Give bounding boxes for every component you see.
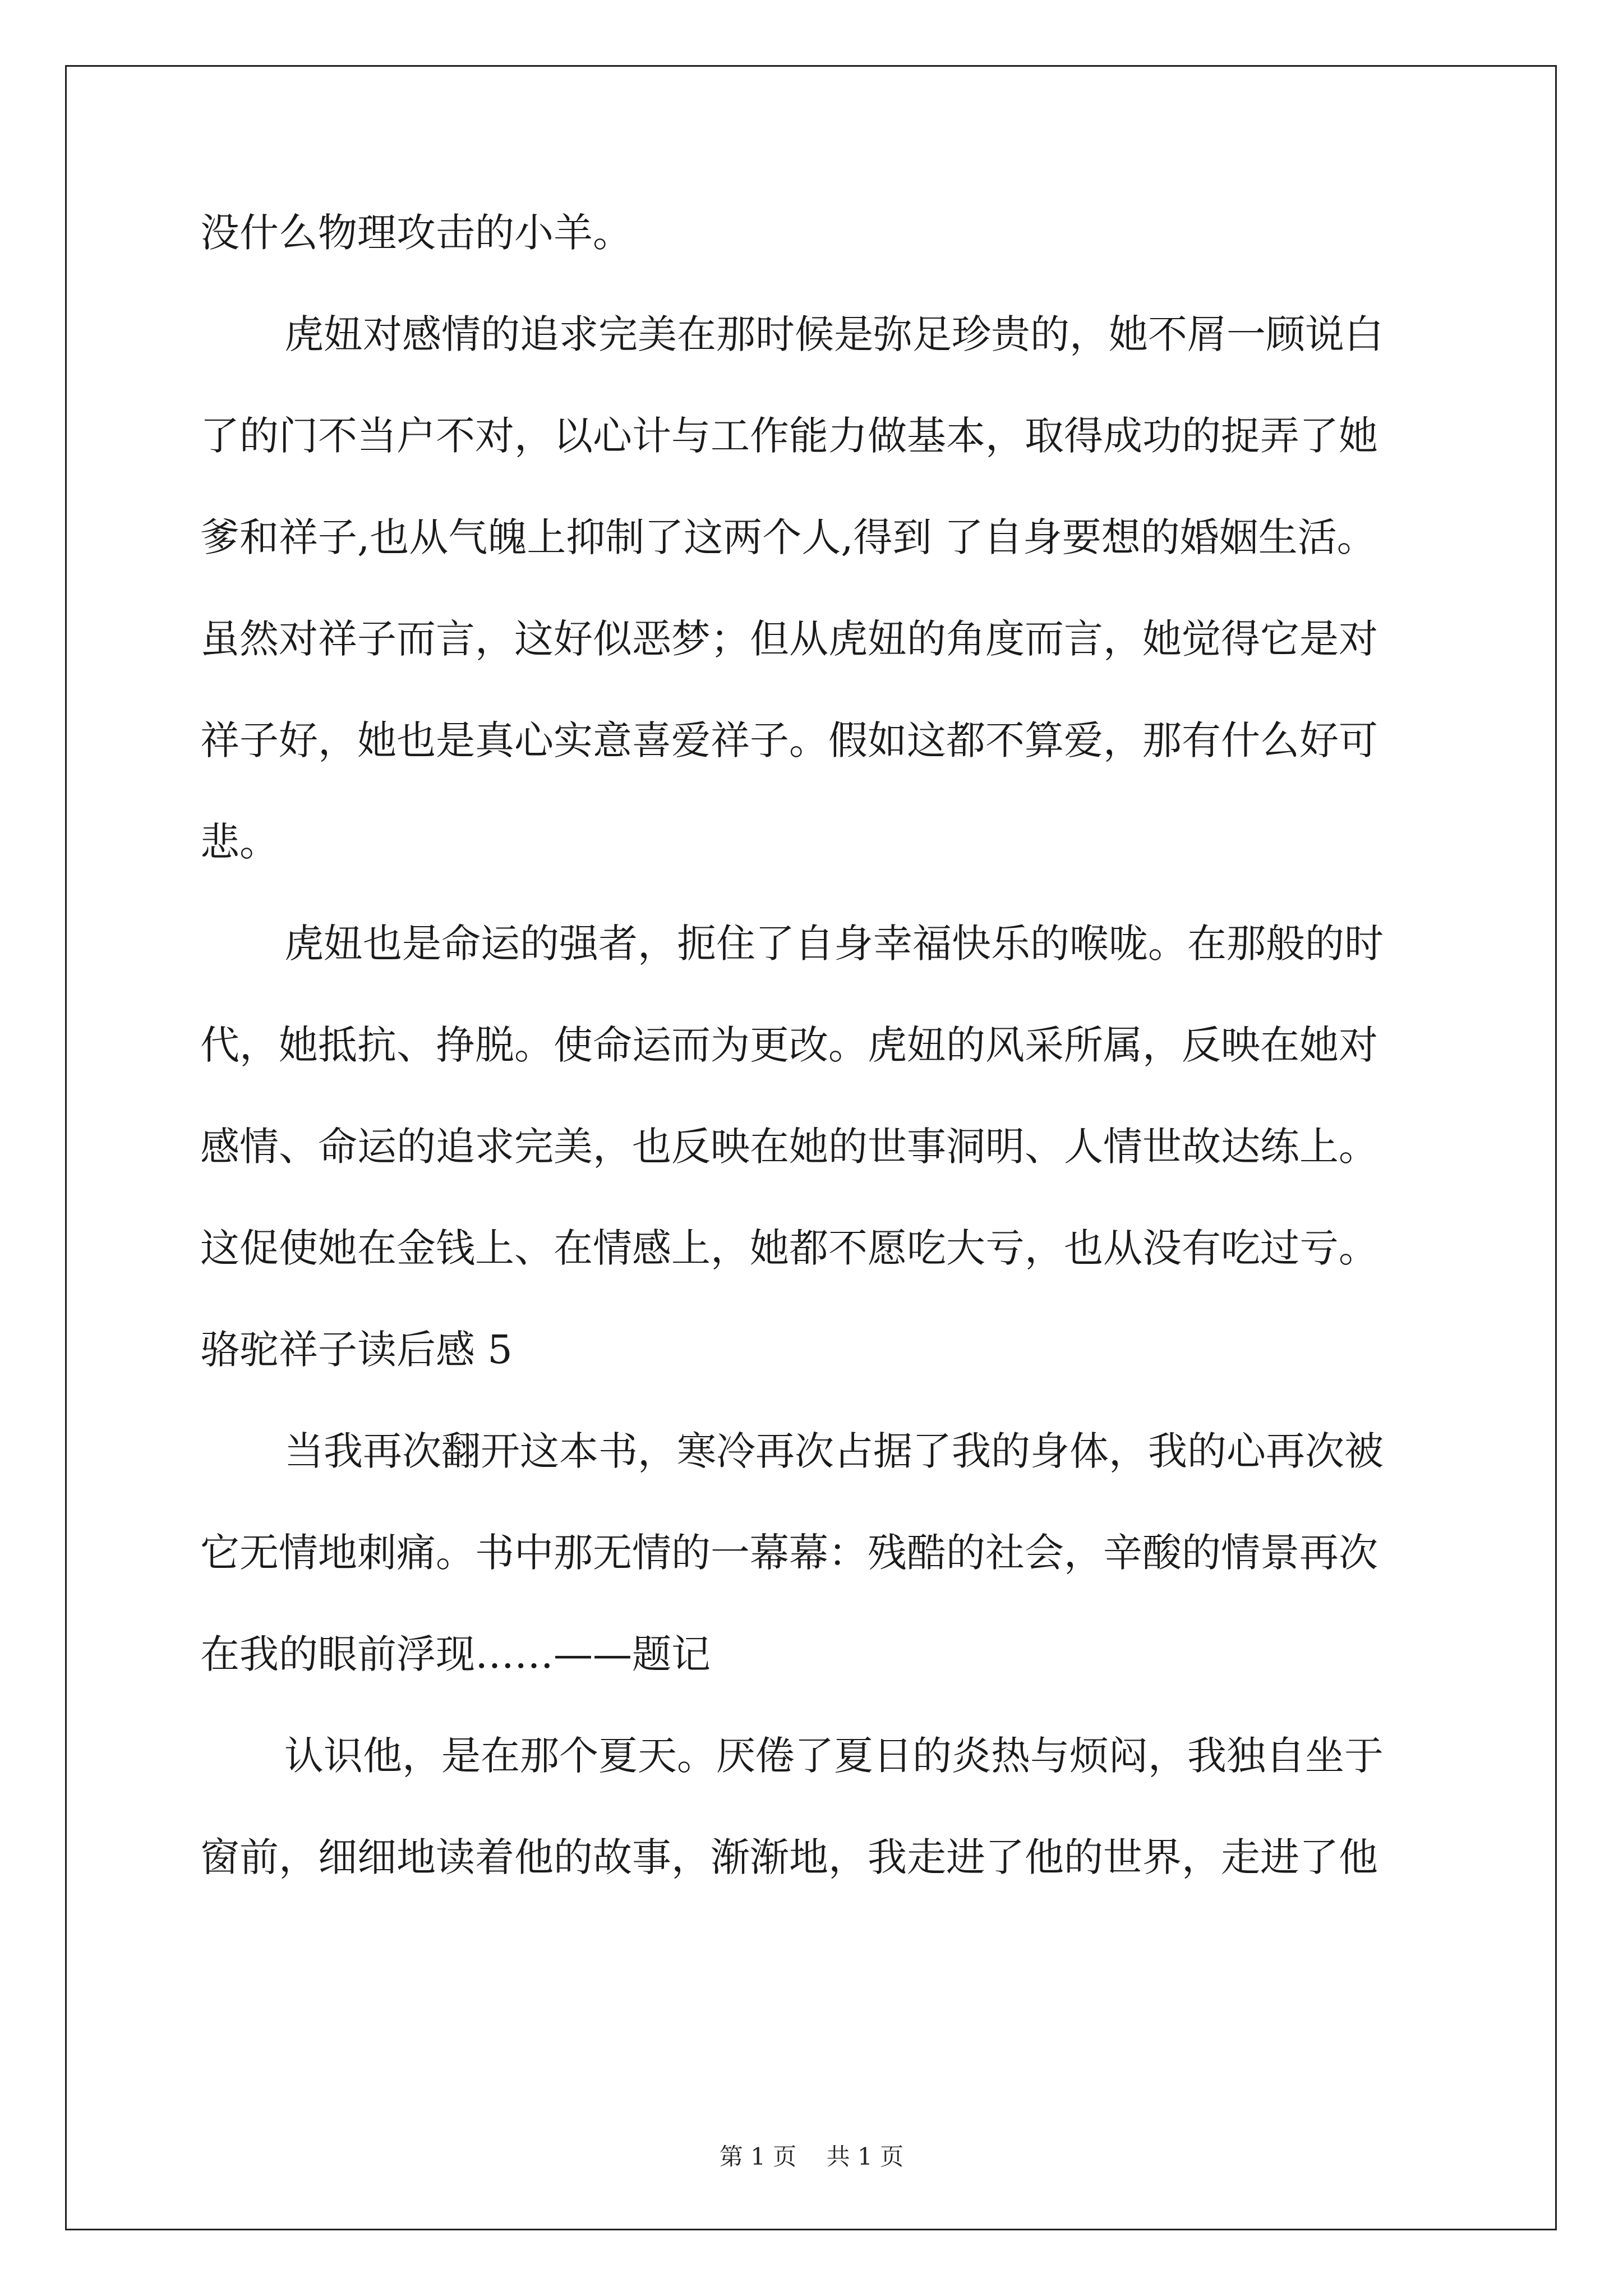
text-line: 这促使她在金钱上、在情感上，她都不愿吃大亏，也从没有吃过亏。	[200, 1225, 1378, 1271]
text-line: 认识他，是在那个夏天。厌倦了夏日的炎热与烦闷，我独自坐于	[284, 1733, 1384, 1779]
text-line: 没什么物理攻击的小羊。	[200, 210, 632, 256]
text-line: 爹和祥子,也从气魄上抑制了这两个人,得到 了自身要想的婚姻生活。	[200, 514, 1376, 560]
text-line: 虽然对祥子而言，这好似恶梦；但从虎妞的角度而言，她觉得它是对	[200, 616, 1378, 662]
text-line: 当我再次翻开这本书，寒冷再次占据了我的身体，我的心再次被	[284, 1428, 1384, 1474]
text-line: 祥子好，她也是真心实意喜爱祥子。假如这都不算爱，那有什么好可	[200, 717, 1378, 763]
page-number: 第 1 页	[719, 2143, 797, 2170]
document-body	[200, 210, 1434, 1939]
text-line: 虎妞也是命运的强者，扼住了自身幸福快乐的喉咙。在那般的时	[284, 921, 1384, 967]
text-line: 虎妞对感情的追求完美在那时候是弥足珍贵的，她不屑一顾说白	[284, 311, 1384, 357]
text-line: 感情、命运的追求完美，也反映在她的世事洞明、人情世故达练上。	[200, 1124, 1378, 1170]
page-footer	[0, 2138, 1623, 2172]
text-line: 了的门不当户不对，以心计与工作能力做基本，取得成功的捉弄了她	[200, 413, 1378, 459]
section-heading: 骆驼祥子读后感 5	[200, 1327, 513, 1373]
text-line: 窗前，细细地读着他的故事，渐渐地，我走进了他的世界，走进了他	[200, 1834, 1378, 1880]
text-line: 它无情地刺痛。书中那无情的一幕幕：残酷的社会，辛酸的情景再次	[200, 1530, 1378, 1576]
text-line: 代，她抵抗、挣脱。使命运而为更改。虎妞的风采所属，反映在她对	[200, 1022, 1378, 1068]
total-pages: 共 1 页	[826, 2143, 904, 2170]
text-line: 在我的眼前浮现……——题记	[200, 1631, 711, 1677]
text-line: 悲。	[200, 819, 279, 865]
